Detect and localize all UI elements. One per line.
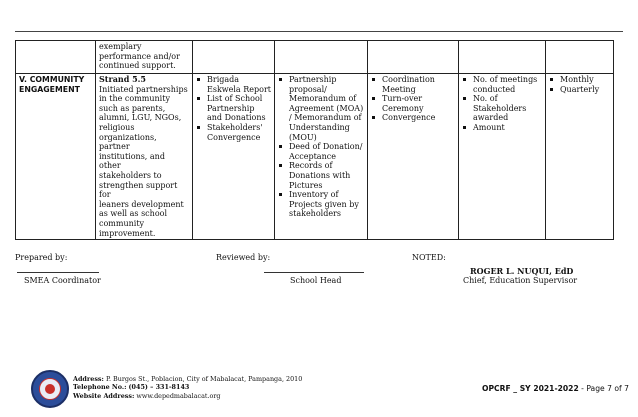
bullet-icon bbox=[197, 126, 200, 129]
strand-line: institutions, and other bbox=[99, 151, 165, 171]
prepared-signature-line bbox=[17, 272, 99, 273]
documents-cell bbox=[275, 74, 368, 240]
list-item: Convergence bbox=[371, 113, 455, 123]
strand-title: Strand 5.5 bbox=[99, 74, 146, 84]
list-item: Records of Donations with Pictures bbox=[278, 161, 364, 190]
bullet-icon bbox=[197, 97, 200, 100]
header-rule bbox=[15, 31, 623, 32]
strand-line: alumni, LGU, NGOs, bbox=[99, 113, 182, 123]
page-footer-code bbox=[482, 384, 629, 393]
noted-label: NOTED: bbox=[412, 253, 446, 262]
document-code: OPCRF _ SY 2021-2022 bbox=[482, 384, 579, 393]
strand-line: religious bbox=[99, 122, 135, 132]
continuation-empty-cell bbox=[459, 41, 546, 74]
reviewed-by-label: Reviewed by: bbox=[216, 253, 271, 262]
prepared-role: SMEA Coordinator bbox=[24, 276, 101, 285]
footer-address-line: Address: P. Burgos St., Poblacion, City of Mabalacat, Pampanga, 2010 bbox=[73, 375, 303, 383]
strand-line: strengthen support for bbox=[99, 180, 178, 200]
bullet-icon bbox=[372, 97, 375, 100]
programs-cell bbox=[193, 74, 275, 240]
reviewed-role: School Head bbox=[290, 276, 342, 285]
continuation-empty-cell bbox=[275, 41, 368, 74]
prepared-by-label: Prepared by: bbox=[15, 253, 68, 262]
bullet-icon bbox=[279, 164, 282, 167]
indicators-list bbox=[462, 75, 542, 133]
strand-cell bbox=[96, 74, 193, 240]
footer-website-line: Website Address: www.depedmabalacat.org bbox=[73, 391, 221, 400]
list-item: No. of Stakeholders awarded bbox=[462, 94, 542, 123]
list-item: Amount bbox=[462, 123, 542, 133]
activities-list bbox=[371, 75, 455, 123]
strand-line: Initiated partnerships bbox=[99, 84, 188, 94]
documents-list bbox=[278, 75, 364, 219]
frequency-list bbox=[549, 75, 610, 94]
division-seal-icon bbox=[31, 370, 69, 408]
bullet-icon bbox=[463, 97, 466, 100]
page-number: - Page 7 of 7 bbox=[578, 384, 629, 393]
list-item: Stakeholders' Convergence bbox=[196, 123, 271, 142]
continuation-area-cell bbox=[16, 41, 96, 74]
frequency-cell bbox=[546, 74, 614, 240]
bullet-icon bbox=[372, 116, 375, 119]
list-item: List of School Partnership and Donations bbox=[196, 94, 271, 123]
activities-cell bbox=[368, 74, 459, 240]
bullet-icon bbox=[279, 78, 282, 81]
strand-line: stakeholders to bbox=[99, 170, 162, 180]
strand-line: leaners development bbox=[99, 199, 184, 209]
continuation-empty-cell bbox=[546, 41, 614, 74]
reviewed-signature-line bbox=[264, 272, 364, 273]
opcrf-table bbox=[15, 40, 614, 240]
list-item: Monthly bbox=[549, 75, 610, 85]
kra-area-cell bbox=[16, 74, 96, 240]
kra-area-label: V. COMMUNITY ENGAGEMENT bbox=[19, 75, 85, 94]
continuation-empty-cell bbox=[193, 41, 275, 74]
continuation-line: continued support. bbox=[99, 61, 176, 71]
strand-line: community bbox=[99, 218, 145, 228]
footer-contact bbox=[73, 375, 302, 400]
list-item: No. of meetings conducted bbox=[462, 75, 542, 94]
continuation-empty-cell bbox=[368, 41, 459, 74]
noted-role: Chief, Education Supervisor bbox=[463, 276, 578, 285]
bullet-icon bbox=[550, 88, 553, 91]
bullet-icon bbox=[372, 78, 375, 81]
bullet-icon bbox=[463, 126, 466, 129]
list-item: Quarterly bbox=[549, 85, 610, 95]
list-item: Brigada Eskwela Report bbox=[196, 75, 271, 94]
bullet-icon bbox=[279, 193, 282, 196]
continuation-line: performance and/or bbox=[99, 51, 180, 61]
strand-line: in the community bbox=[99, 94, 170, 104]
list-item: Turn-over Ceremony bbox=[371, 94, 455, 113]
strand-line: as well as school bbox=[99, 209, 168, 219]
list-item: Inventory of Projects given by stakeholders bbox=[278, 190, 364, 219]
continuation-text-cell bbox=[96, 41, 193, 74]
list-item: Partnership proposal/ Memorandum of Agreement (MOA) / Memorandum of Understanding (MOU) bbox=[278, 75, 364, 142]
bullet-icon bbox=[279, 145, 282, 148]
strand-line: organizations, partner bbox=[99, 132, 157, 152]
continuation-line: exemplary bbox=[99, 42, 142, 51]
indicators-cell bbox=[459, 74, 546, 240]
noted-signatory-name: ROGER L. NUQUI, EdD bbox=[470, 266, 574, 276]
programs-list bbox=[196, 75, 271, 142]
list-item: Coordination Meeting bbox=[371, 75, 455, 94]
strand-line: such as parents, bbox=[99, 103, 166, 113]
bullet-icon bbox=[463, 78, 466, 81]
bullet-icon bbox=[197, 78, 200, 81]
continuation-row bbox=[16, 41, 614, 74]
list-item: Deed of Donation/ Acceptance bbox=[278, 142, 364, 161]
community-engagement-row bbox=[16, 74, 614, 240]
footer-telephone-line: Telephone No.: (045) – 331-8143 bbox=[73, 383, 190, 392]
bullet-icon bbox=[550, 78, 553, 81]
strand-line: improvement. bbox=[99, 228, 156, 238]
